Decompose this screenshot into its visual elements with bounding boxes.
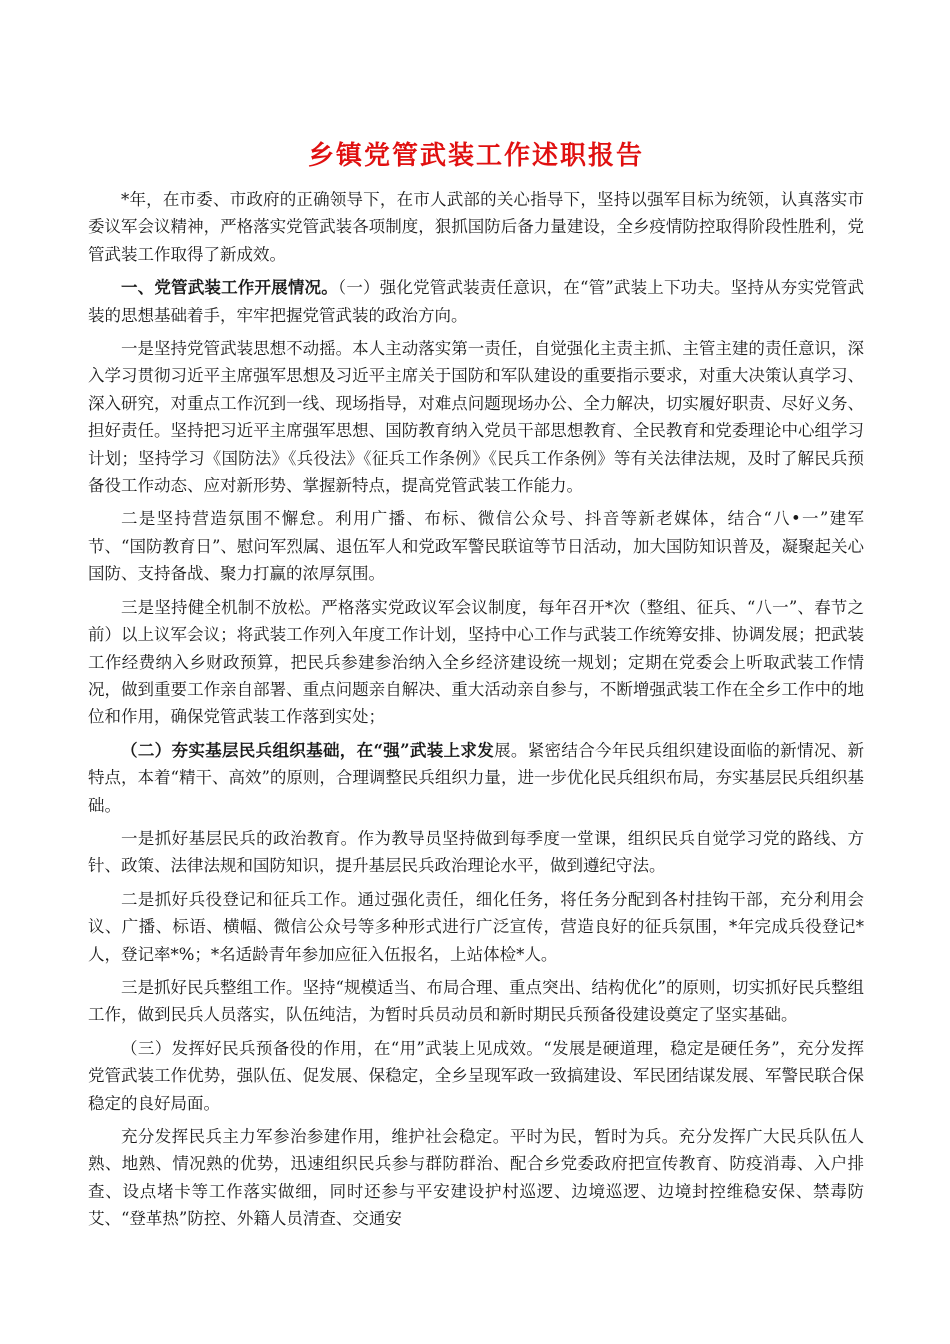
paragraph-text: 二是抓好兵役登记和征兵工作。通过强化责任，细化任务，将任务分配到各村挂钩干部，充分利用会议、广播、标语、横幅、微信公众号等多种形式进行广泛宣传，营造良好的征兵氛围，*年完成兵役登记*人，登记率*%；*名适龄青年参加应征入伍报名，上站体检*人。 [88, 889, 864, 964]
paragraph-subsection-2 [88, 737, 864, 819]
paragraph-item [88, 825, 864, 880]
paragraph-text: 三是抓好民兵整组工作。坚持“规模适当、布局合理、重点突出、结构优化”的原则，切实抓好民兵整组工作，做到民兵人员落实，队伍纯洁，为暂时兵员动员和新时期民兵预备役建设奠定了坚实基础。 [88, 977, 864, 1025]
paragraph-text: 展。紧密结合今年民兵组织建设面临的新情况、新特点，本着“精干、高效”的原则，合理调整民兵组织力量，进一步优化民兵组织布局，夯实基层民兵组织基础。 [88, 740, 865, 815]
paragraph-item [88, 335, 864, 499]
paragraph-item [88, 974, 864, 1029]
document-title: 乡镇党管武装工作述职报告 [307, 141, 644, 171]
paragraph-section-1 [88, 274, 864, 329]
paragraph-text: *年，在市委、市政府的正确领导下，在市人武部的关心指导下，坚持以强军目标为统领，认真落实市委议军会议精神，严格落实党管武装各项制度，狠抓国防后备力量建设，全乡疫情防控取得阶段性胜利，党管武装工作取得了新成效。 [88, 190, 864, 264]
subsection-heading: （二）夯实基层民兵组织基础，在“强”武装上求发 [121, 740, 495, 760]
paragraph-intro [88, 186, 864, 268]
paragraph-item [88, 1123, 864, 1233]
section-heading: 一、党管武装工作开展情况。 [121, 278, 338, 298]
paragraph-text: （三）发挥好民兵预备役的作用，在“用”武装上见成效。“发展是硬道理，稳定是硬任务”，充分发挥党管武装工作优势，强队伍、促发展、保稳定，全乡呈现军政一致搞建设、军民团结谋发展、军警民联合保稳定的良好局面。 [88, 1038, 864, 1113]
paragraph-item [88, 594, 864, 731]
document-body [88, 136, 864, 1239]
paragraph-text: （一）强化党管武装责任意识，在“管”武装上下功夫。坚持从夯实党管武装的思想基础着手，牢牢把握党管武装的政治方向。 [88, 278, 864, 325]
paragraph-subsection-3 [88, 1035, 864, 1117]
paragraph-text: 一是坚持党管武装思想不动摇。本人主动落实第一责任，自觉强化主责主抓、主管主建的责任意识，深入学习贯彻习近平主席强军思想及习近平主席关于国防和军队建设的重要指示要求，对重大决策认真学习、深入研究，对重点工作沉到一线、现场指导，对难点问题现场办公、全力解决，切实履好职责、尽好义务、担好责任。坚持把习近平主席强军思想、国防教育纳入党员干部思想教育、全民教育和党委理论中心组学习计划；坚持学习《国防法》《兵役法》《征兵工作条例》《民兵工作条例》等有关法律法规，及时了解民兵预备役工作动态、应对新形势、掌握新特点，提高党管武装工作能力。 [88, 339, 864, 496]
paragraph-text: 一是抓好基层民兵的政治教育。作为教导员坚持做到每季度一堂课，组织民兵自觉学习党的路线、方针、政策、法律法规和国防知识，提升基层民兵政治理论水平，做到遵纪守法。 [88, 828, 864, 876]
paragraph-item [88, 505, 864, 587]
paragraph-text: 二是坚持营造氛围不懈怠。利用广播、布标、微信公众号、抖音等新老媒体，结合“八•一”建军节、“国防教育日”、慰问军烈属、退伍军人和党政军警民联谊等节日活动，加大国防知识普及，凝聚起关心国防、支持备战、聚力打赢的浓厚氛围。 [88, 509, 864, 584]
paragraph-text: 三是坚持健全机制不放松。严格落实党政议军会议制度，每年召开*次（整组、征兵、“八一”、春节之前）以上议军会议；将武装工作列入年度工作计划，坚持中心工作与武装工作统筹安排、协调发展；把武装工作经费纳入乡财政预算，把民兵参建参治纳入全乡经济建设统一规划；定期在党委会上听取武装工作情况，做到重要工作亲自部署、重点问题亲自解决、重大活动亲自参与，不断增强武装工作在全乡工作中的地位和作用，确保党管武装工作落到实处； [88, 597, 864, 727]
paragraph-item [88, 886, 864, 968]
paragraph-text: 充分发挥民兵主力军参治参建作用，维护社会稳定。平时为民，暂时为兵。充分发挥广大民兵队伍人熟、地熟、情况熟的优势，迅速组织民兵参与群防群治、配合乡党委政府把宣传教育、防疫消毒、入户排查、设点堵卡等工作落实做细，同时还参与平安建设护村巡逻、边境巡逻、边境封控维稳安保、禁毒防艾、“登革热”防控、外籍人员清查、交通安 [88, 1127, 864, 1229]
